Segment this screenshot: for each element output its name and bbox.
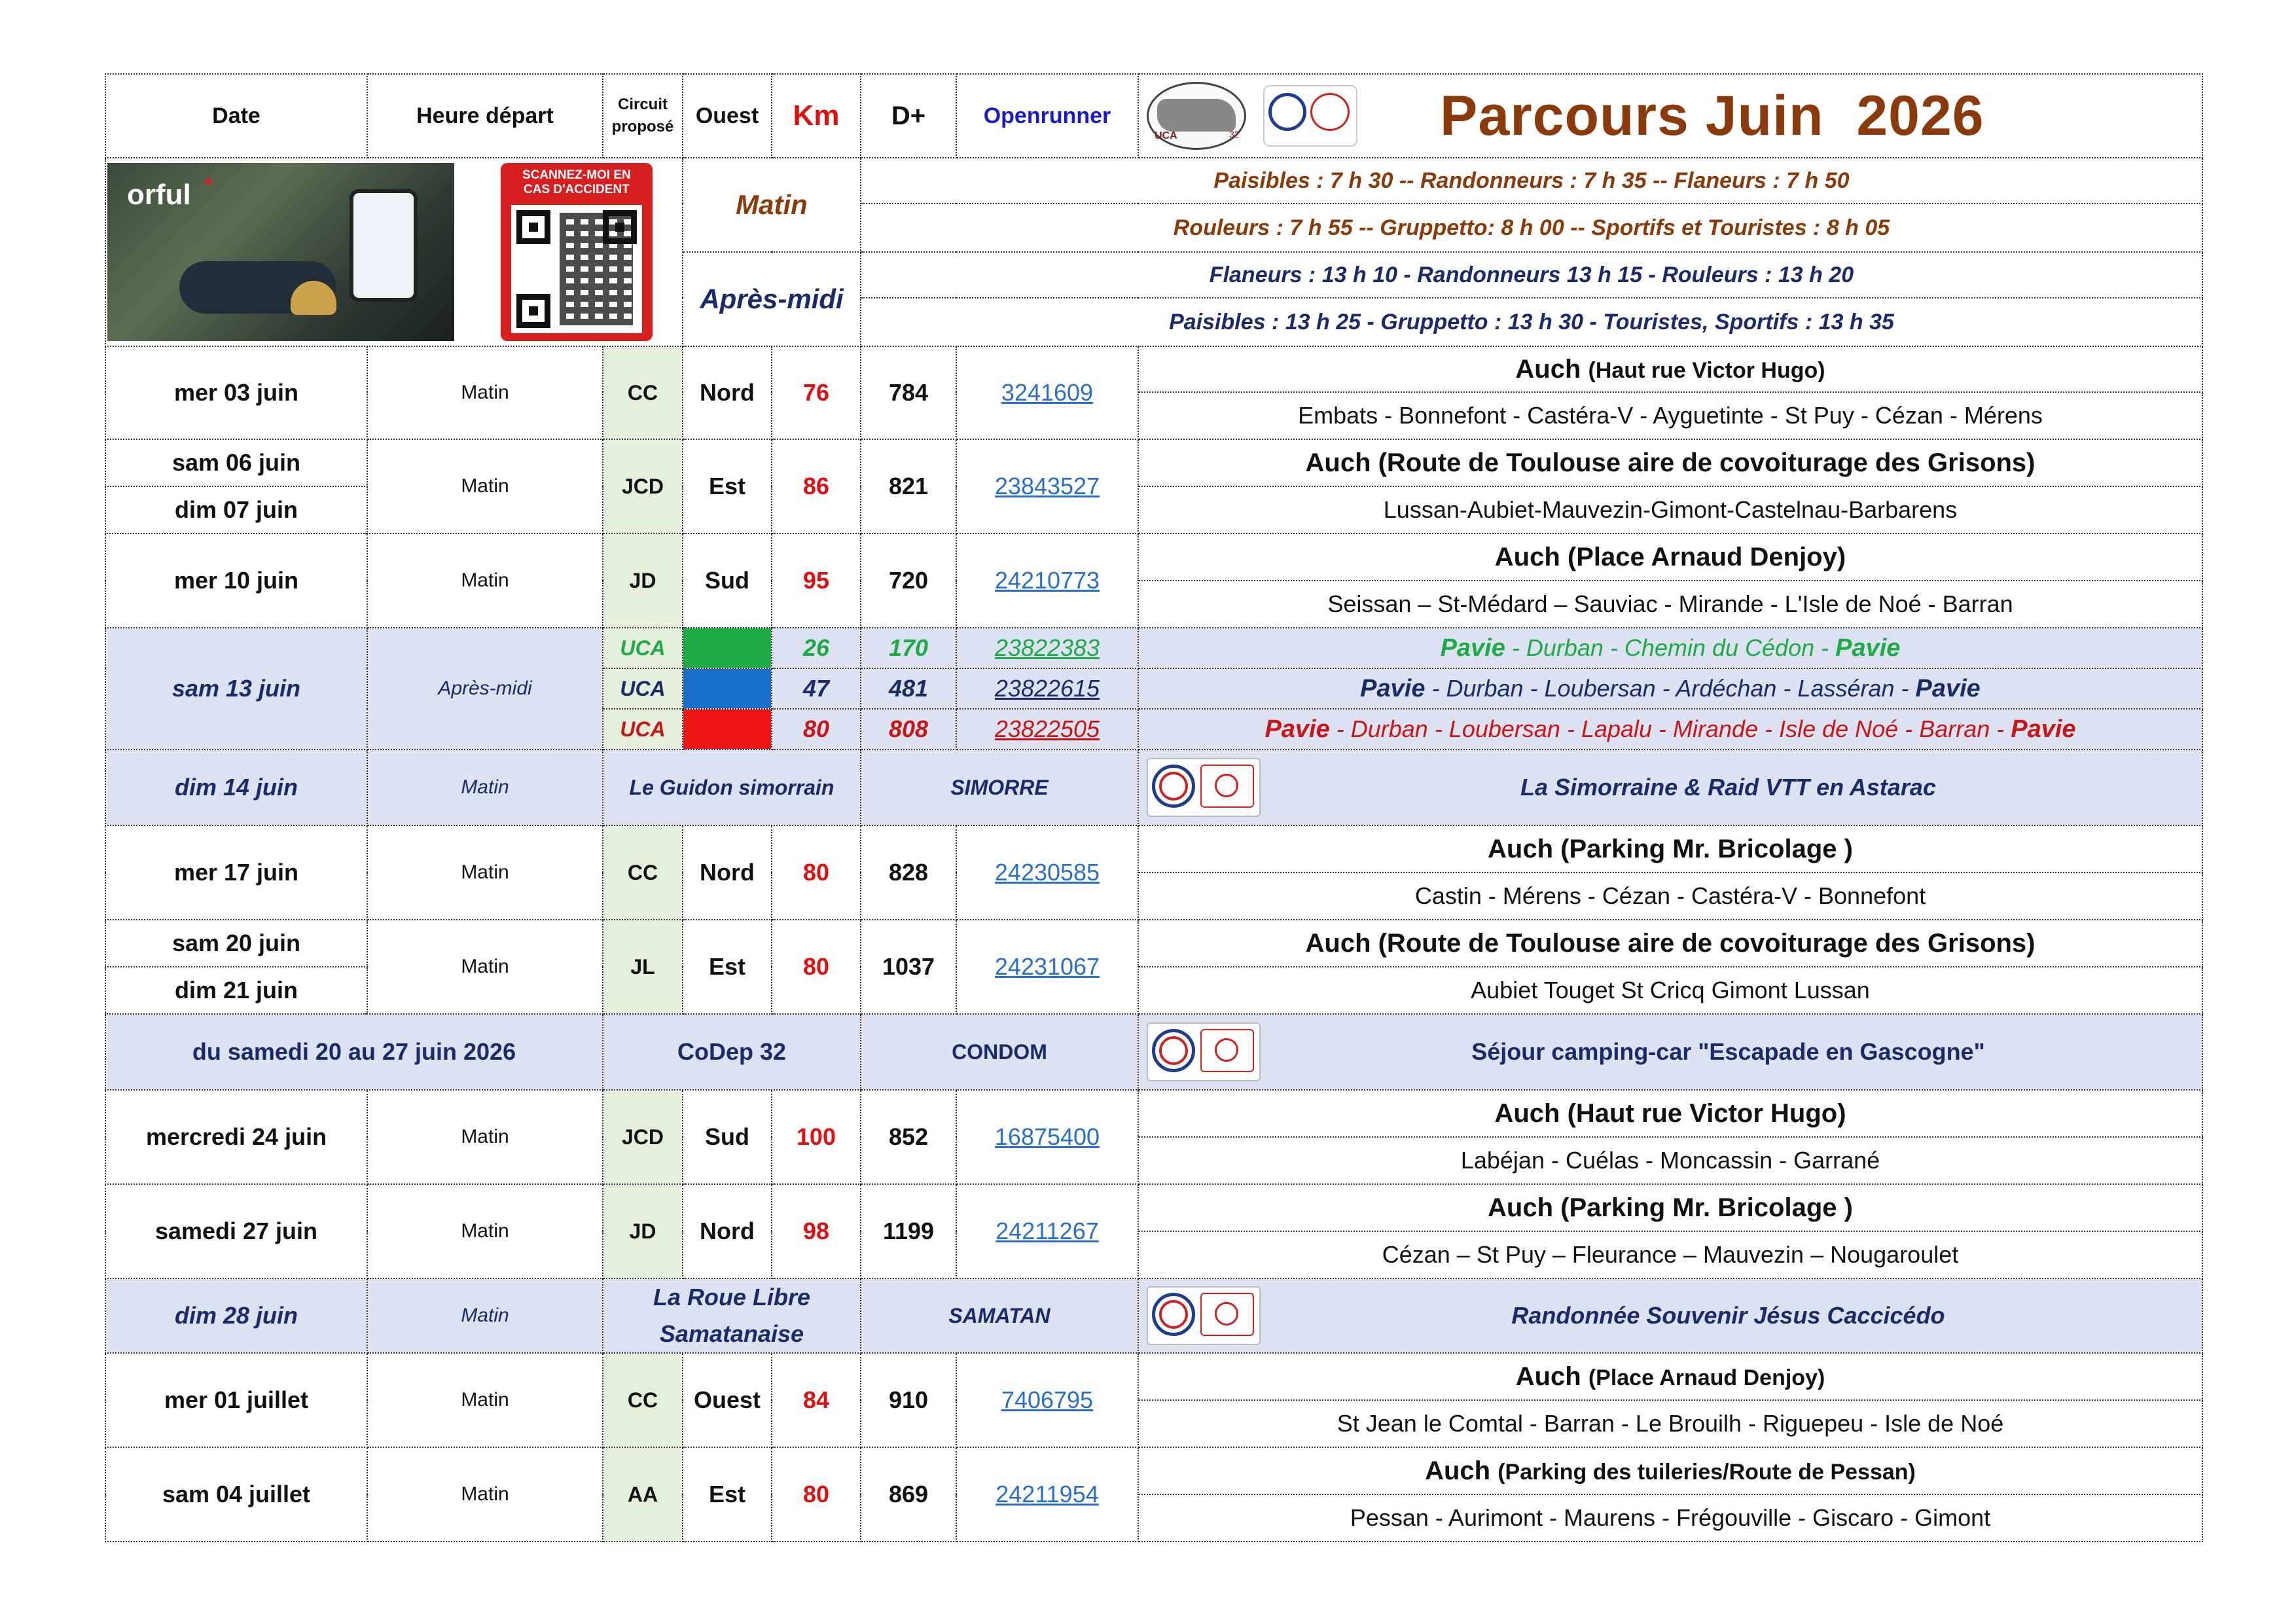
openrunner-link[interactable]: 3241609: [1001, 379, 1094, 406]
destination: Auch (Route de Toulouse aire de covoiturage des Grisons): [1138, 920, 2202, 967]
direction-cell: Nord: [683, 825, 772, 920]
circuit-cell: JCD: [603, 1090, 683, 1184]
direction-cell: Est: [683, 920, 772, 1014]
time-cell: Matin: [367, 1447, 603, 1542]
openrunner-link-cell: [956, 439, 1138, 533]
color-swatch-red: [683, 709, 772, 749]
apres-midi-label: Après-midi: [683, 252, 861, 346]
page-title: Parcours Juin 2026: [1440, 84, 1984, 147]
route-via: Embats - Bonnefont - Castéra-V - Ayguetinte - St Puy - Cézan - Mérens: [1138, 392, 2202, 439]
openrunner-link[interactable]: 23822383: [994, 634, 1100, 661]
col-header-depart: Heure départ: [367, 74, 603, 158]
place-cell: SAMATAN: [861, 1278, 1138, 1353]
event-cell: [1138, 1014, 2202, 1090]
route-via: Lussan-Aubiet-Mauvezin-Gimont-Castelnau-Barbarens: [1138, 486, 2202, 533]
circuit-cell: UCA: [603, 709, 683, 749]
dplus-cell: 910: [861, 1353, 956, 1447]
club-line1: La Roue Libre: [653, 1284, 811, 1310]
km-cell: 76: [772, 346, 861, 439]
matin-schedule-1: Paisibles : 7 h 30 -- Randonneurs : 7 h 35 -- Flaneurs : 7 h 50: [861, 158, 2202, 204]
date-cell: samedi 27 juin: [105, 1184, 367, 1278]
circuit-cell: JCD: [603, 439, 683, 533]
dplus-cell: 808: [861, 709, 956, 749]
dplus-cell: 1199: [861, 1184, 956, 1278]
col-header-circuit: [603, 74, 683, 158]
time-cell: Matin: [367, 1353, 603, 1447]
openrunner-link-cell: [956, 1184, 1138, 1278]
time-cell: Matin: [367, 533, 603, 628]
openrunner-link-cell: [956, 346, 1138, 439]
destination-sub: (Parking des tuileries/Route de Pessan): [1498, 1459, 1916, 1485]
circuit-cell: CC: [603, 825, 683, 920]
direction-cell: Ouest: [683, 1353, 772, 1447]
dplus-cell: 852: [861, 1090, 956, 1184]
circuit-cell: JL: [603, 920, 683, 1014]
date-cell: mer 01 juillet: [105, 1353, 367, 1447]
time-cell: Matin: [367, 1278, 603, 1353]
destination: Auch (Parking Mr. Bricolage ): [1138, 1184, 2202, 1231]
openrunner-link-cell: [956, 825, 1138, 920]
openrunner-link[interactable]: 24230585: [994, 859, 1100, 886]
dplus-cell: 828: [861, 825, 956, 920]
date-cell: mercredi 24 juin: [105, 1090, 367, 1184]
time-cell: Matin: [367, 1090, 603, 1184]
route-end: Pavie: [1915, 674, 1981, 702]
openrunner-link[interactable]: 24211267: [996, 1218, 1099, 1244]
date-cell: du samedi 20 au 27 juin 2026: [105, 1014, 603, 1090]
dplus-cell: 784: [861, 346, 956, 439]
accident-qr-code[interactable]: SCANNEZ-MOI EN CAS D'ACCIDENT: [501, 163, 653, 341]
route-start: Pavie: [1360, 674, 1426, 702]
title-cell: [1138, 74, 2202, 158]
direction-cell: Est: [683, 439, 772, 533]
date-cell: dim 07 juin: [105, 486, 367, 533]
circuit-cell: UCA: [603, 668, 683, 709]
km-cell: 47: [772, 668, 861, 709]
route-via: [1138, 709, 2202, 749]
route-mid: - Durban - Chemin du Cédon -: [1505, 634, 1836, 661]
matin-label: Matin: [683, 158, 861, 252]
event-cell: [1138, 749, 2202, 825]
date-cell: dim 21 juin: [105, 967, 367, 1014]
openrunner-link-cell: [956, 1353, 1138, 1447]
uca-logo: UCA 32: [1138, 79, 1255, 153]
km-cell: 80: [772, 920, 861, 1014]
openrunner-link[interactable]: 24231067: [994, 953, 1100, 980]
openrunner-link-cell: [956, 920, 1138, 1014]
openrunner-link[interactable]: 23843527: [994, 473, 1100, 499]
openrunner-link[interactable]: 7406795: [1001, 1386, 1094, 1413]
col-header-date: Date: [105, 74, 367, 158]
route-mid: - Durban - Loubersan - Ardéchan - Lasséran -: [1425, 674, 1916, 702]
route-via: Pessan - Aurimont - Maurens - Frégouville - Giscaro - Gimont: [1138, 1494, 2202, 1542]
dplus-cell: 481: [861, 668, 956, 709]
time-cell: Matin: [367, 825, 603, 920]
km-cell: 80: [772, 1447, 861, 1542]
date-cell: sam 04 juillet: [105, 1447, 367, 1542]
destination: Auch (Route de Toulouse aire de covoiturage des Grisons): [1138, 439, 2202, 486]
route-via: [1138, 628, 2202, 668]
openrunner-link-cell: [956, 628, 1138, 668]
circuit-cell: AA: [603, 1447, 683, 1542]
circuit-cell: CC: [603, 346, 683, 439]
dplus-cell: 821: [861, 439, 956, 533]
date-cell: dim 14 juin: [105, 749, 367, 825]
dplus-cell: 170: [861, 628, 956, 668]
matin-schedule-2: Rouleurs : 7 h 55 -- Gruppetto: 8 h 00 -- Sportifs et Touristes : 8 h 05: [861, 204, 2202, 252]
date-cell: dim 28 juin: [105, 1278, 367, 1353]
time-cell: Matin: [367, 920, 603, 1014]
club-line2: Samatanaise: [659, 1320, 804, 1347]
destination: Auch (Haut rue Victor Hugo): [1138, 1090, 2202, 1137]
openrunner-link[interactable]: 23822615: [994, 675, 1100, 702]
ffvelo-logo: [1147, 1286, 1261, 1345]
route-start: Pavie: [1440, 634, 1505, 662]
ffvelo-logo: [1147, 758, 1261, 817]
km-cell: 100: [772, 1090, 861, 1184]
openrunner-link-cell: [956, 709, 1138, 749]
openrunner-link[interactable]: 23822505: [994, 715, 1100, 742]
col-header-dplus: D+: [861, 74, 956, 158]
destination: Auch (Place Arnaud Denjoy): [1138, 533, 2202, 581]
route-via: Castin - Mérens - Cézan - Castéra-V - Bonnefont: [1138, 873, 2202, 920]
km-cell: 80: [772, 825, 861, 920]
km-cell: 95: [772, 533, 861, 628]
openrunner-link[interactable]: 24211954: [996, 1481, 1099, 1507]
col-header-km: Km: [772, 74, 861, 158]
direction-cell: Nord: [683, 1184, 772, 1278]
col-header-circuit-line2: proposé: [611, 118, 674, 135]
time-cell: Matin: [367, 439, 603, 533]
ffvelo-logo-header: [1263, 85, 1357, 147]
route-via: St Jean le Comtal - Barran - Le Brouilh - Riguepeu - Isle de Noé: [1138, 1400, 2202, 1447]
time-cell: Matin: [367, 749, 603, 825]
date-cell: mer 10 juin: [105, 533, 367, 628]
schedule-sheet: [105, 73, 2202, 1542]
destination: [1138, 1353, 2202, 1400]
circuit-cell: CC: [603, 1353, 683, 1447]
km-cell: 26: [772, 628, 861, 668]
route-mid: - Durban - Loubersan - Lapalu - Mirande - Isle de Noé - Barran -: [1329, 715, 2011, 742]
destination-main: Auch: [1515, 354, 1581, 384]
event-title: Séjour camping-car "Escapade en Gascogne": [1471, 1038, 1985, 1065]
km-cell: 98: [772, 1184, 861, 1278]
route-end: Pavie: [1835, 634, 1901, 662]
col-header-circuit-line1: Circuit: [617, 96, 668, 113]
destination-main: Auch: [1425, 1456, 1491, 1485]
club-cell: CoDep 32: [603, 1014, 861, 1090]
date-cell: sam 13 juin: [105, 628, 367, 749]
date-cell: sam 06 juin: [105, 439, 367, 486]
color-swatch-green: [683, 628, 772, 668]
ffvelo-logo: [1147, 1022, 1261, 1081]
direction-cell: Est: [683, 1447, 772, 1542]
direction-cell: Sud: [683, 1090, 772, 1184]
date-cell: mer 17 juin: [105, 825, 367, 920]
accident-app-image: orful +: [107, 163, 454, 341]
route-via: Aubiet Touget St Cricq Gimont Lussan: [1138, 967, 2202, 1014]
km-cell: 86: [772, 439, 861, 533]
event-title: Randonnée Souvenir Jésus Caccicédo: [1511, 1302, 1945, 1329]
openrunner-link-cell: [956, 533, 1138, 628]
circuit-cell: JD: [603, 533, 683, 628]
dplus-cell: 1037: [861, 920, 956, 1014]
time-cell: Matin: [367, 1184, 603, 1278]
destination: Auch (Parking Mr. Bricolage ): [1138, 825, 2202, 873]
dplus-cell: 720: [861, 533, 956, 628]
destination-sub: (Place Arnaud Denjoy): [1588, 1365, 1825, 1390]
event-title: La Simorraine & Raid VTT en Astarac: [1520, 774, 1936, 801]
destination: [1138, 1447, 2202, 1494]
circuit-cell: UCA: [603, 628, 683, 668]
km-cell: 80: [772, 709, 861, 749]
place-cell: CONDOM: [861, 1014, 1138, 1090]
route-end: Pavie: [2011, 715, 2076, 743]
destination-sub: (Haut rue Victor Hugo): [1588, 357, 1825, 383]
km-cell: 84: [772, 1353, 861, 1447]
route-start: Pavie: [1265, 715, 1330, 743]
club-cell: Le Guidon simorrain: [603, 749, 861, 825]
direction-cell: Nord: [683, 346, 772, 439]
am-schedule-1: Flaneurs : 13 h 10 - Randonneurs 13 h 15 - Rouleurs : 13 h 20: [861, 252, 2202, 298]
openrunner-link[interactable]: 24210773: [994, 567, 1100, 594]
route-via: Cézan – St Puy – Fleurance – Mauvezin – Nougaroulet: [1138, 1231, 2202, 1278]
openrunner-link-cell: [956, 1447, 1138, 1542]
openrunner-link-cell: [956, 1090, 1138, 1184]
openrunner-link-cell: [956, 668, 1138, 709]
destination-main: Auch: [1515, 1362, 1581, 1391]
col-header-openrunner: Openrunner: [956, 74, 1138, 158]
time-cell: Matin: [367, 346, 603, 439]
date-cell: mer 03 juin: [105, 346, 367, 439]
destination: [1138, 346, 2202, 392]
am-schedule-2: Paisibles : 13 h 25 - Gruppetto : 13 h 30 - Touristes, Sportifs : 13 h 35: [861, 298, 2202, 346]
circuit-cell: JD: [603, 1184, 683, 1278]
date-cell: sam 20 juin: [105, 920, 367, 967]
direction-cell: Sud: [683, 533, 772, 628]
dplus-cell: 869: [861, 1447, 956, 1542]
route-via: [1138, 668, 2202, 709]
parcours-table: [105, 73, 2203, 1542]
event-cell: [1138, 1278, 2202, 1353]
route-via: Labéjan - Cuélas - Moncassin - Garrané: [1138, 1137, 2202, 1184]
openrunner-link[interactable]: 16875400: [994, 1123, 1100, 1150]
club-cell: [603, 1278, 861, 1353]
route-via: Seissan – St-Médard – Sauviac - Mirande - L'Isle de Noé - Barran: [1138, 581, 2202, 628]
place-cell: SIMORRE: [861, 749, 1138, 825]
col-header-ouest: Ouest: [683, 74, 772, 158]
time-cell: Après-midi: [367, 628, 603, 749]
color-swatch-blue: [683, 668, 772, 709]
safety-banner: [105, 158, 683, 346]
